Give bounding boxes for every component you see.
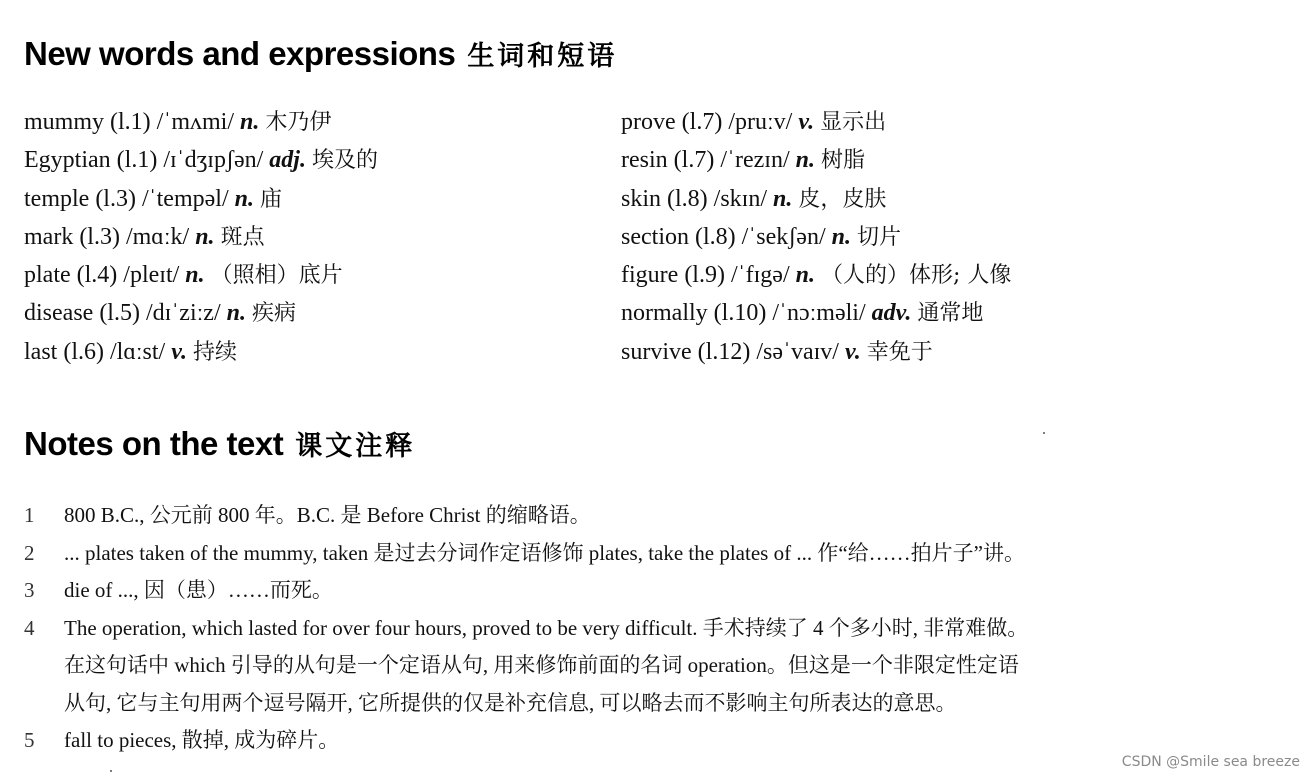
vocab-line-ref: (l.1) [110,109,151,135]
vocab-word: survive [621,338,692,365]
vocab-entry [621,333,1281,371]
vocab-line-ref: (l.3) [95,185,136,212]
note-item [24,722,1284,760]
vocab-pronunciation: /ˈtempəl/ [141,185,229,212]
note-line: 从句, 它与主句用两个逗号隔开, 它所提供的仅是补充信息, 可以略去而不影响主句所表达的意思。 [64,690,957,715]
note-item [24,610,1284,723]
vocab-list-right [621,103,1281,371]
vocab-pronunciation: /səˈvaɪv/ [756,338,839,365]
vocab-line-ref: (l.3) [79,223,120,250]
vocab-entry [621,103,1281,141]
vocab-line-ref: (l.7) [681,109,723,135]
vocab-entry [621,256,1281,294]
vocab-entry [24,218,604,256]
notes-heading [24,424,415,463]
note-line: 800 B.C., 公元前 800 年。B.C. 是 Before Christ 的缩略语。 [64,503,591,527]
vocab-part-of-speech: adv. [871,300,912,327]
vocab-part-of-speech: n. [795,262,815,289]
vocab-part-of-speech: n. [226,300,246,327]
vocab-pronunciation: /ˈrezɪn/ [720,147,790,174]
vocab-word: Egyptian [24,147,111,174]
vocab-word: figure [621,262,679,289]
vocab-part-of-speech: n. [185,262,205,289]
vocab-pronunciation: /mɑːk/ [125,223,190,250]
vocab-meaning: （人的）体形; 人像 [820,263,1012,289]
vocab-line-ref: (l.6) [63,338,104,365]
note-line: ... plates taken of the mummy, taken 是过去分词作定语修饰 plates, take the plates of ... 作“给……拍片子”讲。 [64,540,1025,565]
vocab-part-of-speech: adj. [269,147,306,174]
vocab-list-left [24,103,604,371]
vocab-entry [621,218,1281,256]
vocab-word: plate [24,262,71,289]
vocab-meaning: 通常地 [917,301,984,327]
scan-speck [1043,432,1045,434]
note-item [24,497,1284,535]
vocab-entry [621,294,1281,332]
note-number: 1 [24,503,35,527]
vocab-meaning: 显示出 [820,110,887,135]
vocab-pronunciation: /pleɪt/ [123,262,180,289]
note-item [24,572,1284,610]
note-line: fall to pieces, 散掉, 成为碎片。 [64,728,340,752]
note-number: 5 [24,728,35,752]
vocab-entry [621,180,1281,218]
vocab-heading-en: New words and expressions [24,35,456,72]
vocab-word: skin [621,185,662,212]
vocab-word: disease [24,300,94,327]
vocab-part-of-speech: n. [831,223,851,250]
notes-heading-zh: 课文注释 [295,431,416,462]
vocab-pronunciation: /ˈsekʃən/ [741,223,826,250]
vocab-part-of-speech: n. [195,223,215,250]
vocab-word: mark [24,223,74,250]
vocab-part-of-speech: n. [234,185,254,212]
note-text [64,535,1284,573]
vocab-meaning: 树脂 [820,148,865,174]
vocab-pronunciation: /ɪˈdʒɪpʃən/ [163,147,264,174]
vocab-entry [621,141,1281,179]
vocab-entry [24,333,604,371]
vocab-entry [24,103,604,141]
vocab-part-of-speech: n. [240,109,260,135]
notes-list [24,497,1284,760]
vocab-line-ref: (l.5) [99,300,140,327]
vocab-entry [24,180,604,218]
vocab-meaning: 木乃伊 [265,110,332,135]
note-text [64,572,1284,610]
note-text [64,610,1284,723]
vocab-line-ref: (l.7) [673,147,715,174]
note-text [64,722,1284,760]
note-line: 在这句话中 which 引导的从句是一个定语从句, 用来修饰前面的名词 operation。但这是一个非限定性定语 [64,653,1019,677]
note-line: die of ..., 因（患）……而死。 [64,578,333,602]
vocab-line-ref: (l.10) [713,300,767,327]
vocab-entry [24,294,604,332]
vocab-word: temple [24,185,90,212]
vocab-word: prove [621,109,676,135]
note-text [64,497,1284,535]
scan-speck [110,770,112,772]
vocab-line-ref: (l.8) [694,223,736,250]
vocab-meaning: 庙 [259,186,282,212]
vocab-part-of-speech: v. [844,338,861,365]
vocab-pronunciation: /ˈfɪgə/ [730,262,790,289]
vocab-heading-zh: 生词和短语 [467,41,618,72]
vocab-word: normally [621,300,708,327]
note-line: The operation, which lasted for over four hours, proved to be very difficult. 手术持续了 4 个多小时, 非常难做。 [64,615,1029,640]
vocab-line-ref: (l.12) [697,338,751,365]
vocab-part-of-speech: v. [171,338,187,365]
vocab-line-ref: (l.4) [76,262,118,289]
vocab-meaning: 皮，皮肤 [798,186,887,212]
vocab-pronunciation: /skɪn/ [713,185,768,212]
vocab-line-ref: (l.9) [684,262,725,289]
vocab-meaning: 幸免于 [866,339,933,365]
watermark: CSDN @Smile sea breeze [1121,754,1300,770]
vocab-meaning: 持续 [192,339,237,365]
vocab-meaning: 切片 [856,224,901,250]
vocab-pronunciation: /ˈmʌmi/ [156,109,235,135]
vocab-entry [24,141,604,179]
vocab-meaning: 斑点 [220,224,265,250]
vocab-line-ref: (l.1) [116,147,158,174]
note-number: 3 [24,578,35,602]
vocab-meaning: 疾病 [251,301,296,327]
vocab-pronunciation: /dɪˈziːz/ [145,300,221,327]
vocab-meaning: （照相）底片 [210,263,343,289]
note-number: 4 [24,615,35,640]
vocab-pronunciation: /pruːv/ [728,109,793,135]
vocab-part-of-speech: n. [795,147,815,174]
vocab-part-of-speech: n. [773,185,793,212]
vocab-entry [24,256,604,294]
vocab-pronunciation: /ˈnɔːməli/ [772,300,866,327]
vocab-heading [24,34,617,73]
notes-heading-en: Notes on the text [24,425,284,462]
vocab-part-of-speech: v. [798,109,815,135]
vocab-word: resin [621,147,668,174]
vocab-word: mummy [24,109,105,135]
vocab-pronunciation: /lɑːst/ [109,338,166,365]
vocab-meaning: 埃及的 [311,148,378,174]
vocab-word: last [24,338,58,365]
vocab-line-ref: (l.8) [667,185,708,212]
note-item [24,535,1284,573]
vocab-word: section [621,223,689,250]
note-number: 2 [24,540,35,565]
